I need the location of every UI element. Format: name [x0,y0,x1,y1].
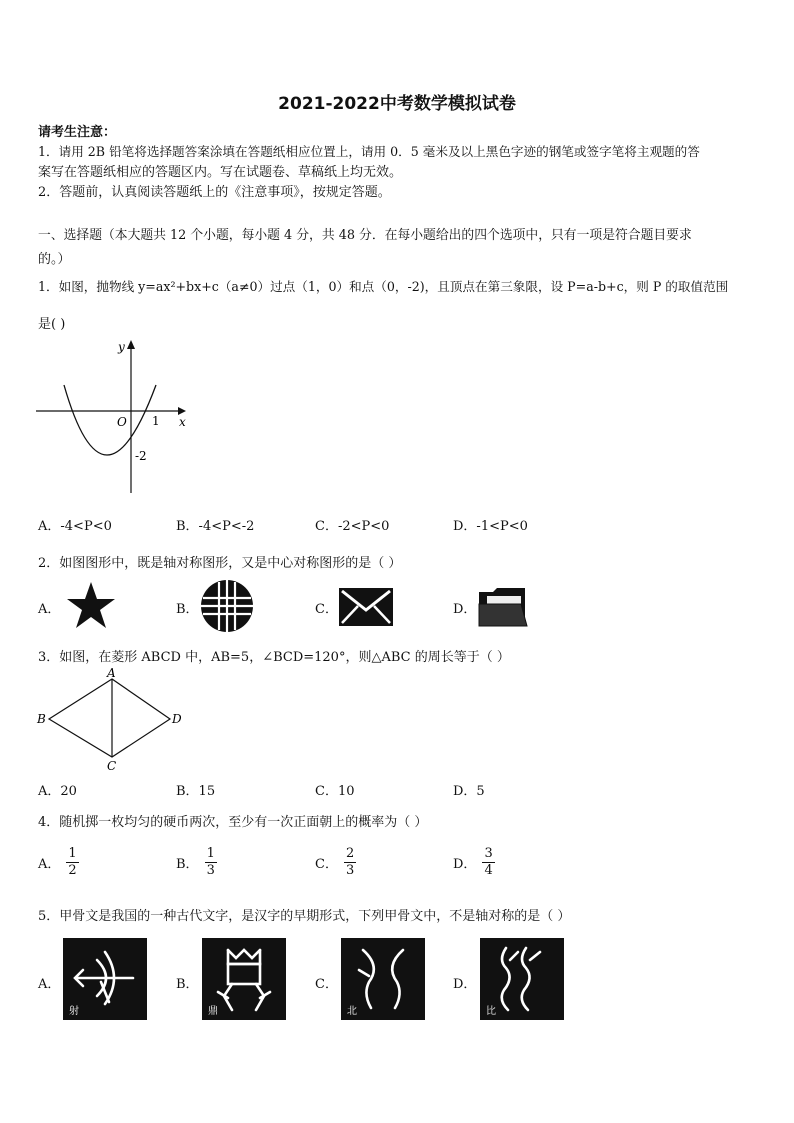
q3-option-d: D．5 [453,784,485,799]
q4-option-a [38,846,79,879]
point-minus-two-label: -2 [135,449,147,463]
oracle-bone-bi-icon [480,938,564,1020]
y-axis-arrow-icon [127,340,135,349]
q1-text-b: 是( ) [38,317,66,332]
caption-bi: 比 [486,1006,496,1017]
q4-option-b-fraction: $\frac{1}{3}$ [206,846,215,878]
q1-option-d: D．-1<P<0 [453,519,528,534]
notice-line-1b: 案写在答题纸相应的答题区内。写在试题卷、草稿纸上均无效。 [38,165,403,180]
caption-she: 射 [69,1006,79,1017]
x-axis-label: x [179,415,186,429]
q1-option-a: A．-4<P<0 [38,519,112,534]
vertex-b-label: B [37,712,46,726]
q1-option-b: B．-4<P<-2 [176,519,255,534]
notice-line-1a: 1．请用 2B 铅笔将选择题答案涂填在答题纸相应位置上，请用 0．5 毫米及以上黑色字迹的钢笔或签字笔将主观题的答 [38,144,700,159]
rhombus-abcd [49,679,170,757]
caption-ding: 鼎 [208,1006,218,1017]
q5-label-a: A． [38,977,61,992]
star-icon [63,580,119,632]
q3-rhombus-diagram [32,665,192,773]
q4-option-c-fraction: $\frac{2}{3}$ [345,846,355,878]
envelope-icon [337,586,395,628]
q4-option-d [453,846,495,879]
q5-text: 5．甲骨文是我国的一种古代文字，是汉字的早期形式，下列甲骨文中，不是轴对称的是（ ） [38,909,571,924]
section-heading-line-2: 的。） [38,252,71,267]
folder-icon [475,582,531,630]
q5-label-c: C． [315,977,338,992]
notice-line-2: 2．答题前，认真阅读答题纸上的《注意事项》，按规定答题。 [38,185,391,200]
q4-option-a-fraction: $\frac{1}{2}$ [68,846,77,878]
q4-option-b [176,846,217,879]
section-heading-line-1: 一、选择题（本大题共 12 个小题，每小题 4 分，共 48 分．在每小题给出的四个选项中，只有一项是符合题目要求 [38,228,692,243]
q3-option-c: C．10 [315,784,355,799]
q2-text: 2．如图图形中，既是轴对称图形，又是中心对称图形的是（ ） [38,556,402,571]
parabola-curve [64,385,156,455]
q4-option-b-label: B． [176,857,199,872]
q4-option-a-label: A． [38,857,61,872]
q3-option-a: A．20 [38,784,77,799]
q1-option-c: C．-2<P<0 [315,519,390,534]
q2-label-c: C． [315,602,338,617]
point-one-label: 1 [152,414,160,428]
oracle-bone-bei-icon [341,938,425,1020]
vertex-d-label: D [172,712,182,726]
oracle-bone-she-icon [63,938,147,1020]
q1-text-a: 1．如图，抛物线 y=ax²+bx+c（a≠0）过点（1，0）和点（0，-2)，且顶点在第三象限，设 P=a-b+c，则 P 的取值范围 [38,279,729,294]
vertex-a-label: A [107,666,116,680]
q3-text: 3．如图，在菱形 ABCD 中，AB=5，∠BCD=120°，则△ABC 的周长等于（ ） [38,650,510,665]
caption-bei: 北 [347,1006,357,1017]
q2-label-b: B． [176,602,199,617]
q4-text: 4．随机掷一枚均匀的硬币两次，至少有一次正面朝上的概率为（ ） [38,815,428,830]
notice-heading: 请考生注意： [38,125,117,140]
q2-label-a: A． [38,602,61,617]
q2-label-d: D． [453,602,477,617]
q4-option-c-label: C． [315,857,338,872]
q4-option-d-fraction: $\frac{3}{4}$ [484,846,493,878]
q4-option-c [315,846,356,879]
globe-icon [198,578,256,634]
page-title: 2021-2022中考数学模拟试卷 [278,94,516,114]
q3-option-b: B．15 [176,784,216,799]
q5-label-b: B． [176,977,199,992]
y-axis-label: y [118,340,125,354]
q4-option-d-label: D． [453,857,477,872]
x-axis-arrow-icon [178,407,186,415]
origin-label: O [117,415,127,429]
oracle-bone-ding-icon [202,938,286,1020]
vertex-c-label: C [107,759,117,773]
q5-label-d: D． [453,977,477,992]
q1-parabola-graph [34,335,194,500]
